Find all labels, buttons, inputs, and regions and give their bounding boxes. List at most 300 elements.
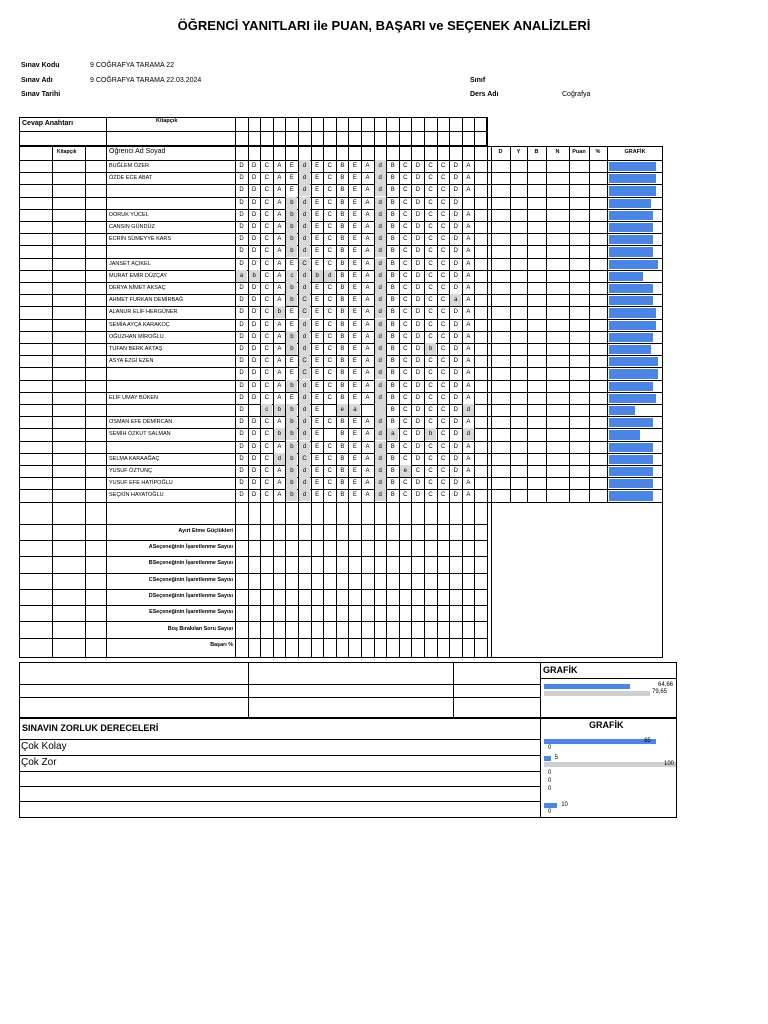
summary-bar-1 [544, 684, 630, 689]
answer-cell: B [390, 236, 395, 243]
answer-cell: A [466, 175, 471, 182]
answer-cell: d [299, 270, 310, 282]
analysis-label: Boş Bırakılan Soru Sayısı [167, 625, 233, 632]
answer-cell: E [315, 407, 320, 413]
answer-cell: C [428, 443, 433, 450]
answer-cell: B [340, 382, 345, 389]
answer-cell: d [375, 197, 386, 209]
answer-cell: C [440, 211, 446, 218]
answer-cell: C [264, 394, 269, 401]
answer-cell: C [327, 455, 332, 462]
answer-cell: E [315, 468, 320, 474]
answer-cell: A [277, 346, 282, 352]
answer-cell: D [251, 358, 257, 365]
answer-cell: d [463, 404, 474, 416]
student-name: ÖZDE ECE ABAT [109, 175, 153, 182]
answer-cell: C [264, 297, 269, 304]
score-bar [609, 357, 658, 366]
answer-cell: A [277, 358, 282, 365]
answer-cell: B [390, 248, 395, 255]
grid-line [540, 718, 541, 818]
answer-cell: b [286, 233, 297, 245]
booklet-label: Kitapçık [156, 118, 178, 124]
answer-cell: D [239, 285, 244, 291]
answer-cell: D [239, 199, 244, 206]
grid-line [474, 117, 475, 658]
answer-cell: E [352, 211, 357, 218]
answer-cell: D [251, 480, 257, 487]
answer-cell: B [390, 309, 395, 316]
answer-cell: C [264, 248, 269, 255]
score-bar [609, 247, 653, 256]
answer-cell: A [277, 211, 282, 218]
answer-cell: E [352, 431, 357, 438]
answer-cell: C [428, 309, 433, 316]
answer-cell: d [299, 172, 310, 184]
answer-cell: a [387, 428, 398, 440]
answer-cell: b [274, 404, 285, 416]
answer-cell: B [390, 163, 395, 169]
answer-cell: b [286, 416, 297, 428]
answer-cell: B [390, 419, 395, 426]
answer-cell: E [289, 260, 294, 267]
answer-cell: A [365, 468, 370, 474]
answer-cell: C [403, 272, 408, 279]
answer-cell: D [251, 285, 257, 291]
answer-cell: A [365, 260, 370, 267]
answer-cell: E [315, 492, 320, 499]
answer-cell: D [251, 236, 257, 243]
answer-cell: D [251, 382, 257, 389]
grid-line [19, 755, 540, 756]
answer-cell: c [286, 270, 297, 282]
answer-cell: A [277, 492, 282, 499]
answer-cell: A [277, 260, 282, 267]
answer-cell: E [315, 224, 320, 230]
answer-cell: A [365, 358, 370, 365]
grid-line [19, 131, 487, 132]
answer-cell: d [375, 209, 386, 221]
answer-cell: C [327, 187, 332, 194]
answer-cell: B [390, 358, 395, 365]
answer-cell: D [251, 455, 257, 462]
difficulty-bar-value: 10 [561, 802, 568, 808]
answer-cell: C [403, 480, 408, 487]
grid-line [540, 662, 541, 718]
summary-bar-1-value: 64,66 [658, 682, 674, 688]
answer-cell [362, 404, 373, 416]
answer-cell: D [251, 260, 257, 267]
answer-cell: d [375, 258, 386, 270]
answer-cell: d [375, 380, 386, 392]
answer-cell: A [466, 272, 471, 279]
answer-cell: D [453, 370, 458, 377]
analysis-label: ASeçeneğinin İşaretlenme Sayısı [148, 544, 233, 551]
answer-cell: d [375, 428, 386, 440]
answer-cell: D [239, 175, 244, 182]
answer-cell: d [375, 343, 386, 355]
answer-cell: D [453, 358, 458, 365]
answer-cell: A [466, 382, 471, 389]
answer-cell: B [390, 211, 395, 218]
answer-cell: d [299, 331, 310, 343]
answer-cell: B [390, 297, 395, 304]
answer-cell: b [286, 221, 297, 233]
answer-cell: A [277, 224, 282, 230]
answer-cell: E [352, 163, 357, 169]
answer-cell: B [340, 224, 345, 230]
answer-cell: A [365, 455, 370, 462]
answer-cell: b [286, 404, 297, 416]
answer-cell: C [440, 175, 446, 182]
answer-cell: D [415, 211, 421, 218]
score-bar [609, 162, 656, 171]
answer-cell: D [251, 297, 257, 304]
answer-cell: D [453, 419, 458, 426]
score-bar [609, 186, 656, 195]
grid-line [19, 786, 540, 787]
answer-cell: D [251, 199, 257, 206]
answer-cell: A [466, 419, 471, 426]
answer-cell: D [251, 321, 257, 328]
answer-cell: D [453, 492, 458, 499]
stat-header: Puan [572, 149, 586, 155]
answer-cell: D [453, 321, 458, 328]
grid-line [487, 117, 488, 658]
analysis-label: Ayırt Etme Güçlükleri [178, 527, 233, 534]
answer-cell: C [428, 370, 433, 377]
answer-cell: D [239, 321, 244, 328]
answer-cell: b [286, 465, 297, 477]
grid-line [19, 771, 540, 772]
score-bar [609, 174, 656, 183]
answer-cell: C [327, 224, 332, 230]
answer-cell: C [327, 333, 332, 340]
answer-cell: D [453, 175, 458, 182]
grid-line [19, 801, 540, 802]
answer-cell: d [375, 367, 386, 379]
summary-frame [19, 662, 677, 718]
grid-line [540, 678, 677, 679]
answer-cell: D [453, 346, 458, 352]
answer-cell: D [239, 419, 244, 426]
student-name: YUSUF ÖZTUNÇ [109, 468, 153, 474]
answer-cell: E [352, 394, 357, 401]
stat-header: GRAFİK [624, 149, 646, 155]
grid-line [19, 684, 540, 685]
answer-cell: E [315, 455, 320, 462]
answer-cell: D [415, 358, 421, 365]
answer-cell: E [352, 468, 357, 474]
answer-cell: D [415, 187, 421, 194]
answer-cell: C [440, 260, 446, 267]
answer-cell: B [390, 394, 395, 401]
answer-cell: B [390, 492, 395, 499]
answer-cell: C [428, 407, 433, 413]
answer-cell [463, 197, 474, 209]
answer-cell: C [327, 163, 332, 169]
answer-cell: d [375, 221, 386, 233]
answer-cell: A [277, 248, 282, 255]
answer-cell: A [277, 443, 282, 450]
answer-cell: D [453, 272, 458, 279]
answer-cell: a [349, 404, 360, 416]
answer-cell: E [315, 175, 320, 182]
score-bar [609, 418, 653, 427]
answer-cell: C [440, 419, 446, 426]
answer-cell: E [315, 163, 320, 169]
score-bar [609, 296, 653, 305]
answer-cell: b [286, 441, 297, 453]
answer-cell: A [466, 394, 471, 401]
answer-cell: A [365, 211, 370, 218]
summary-bar-2-value: 79,65 [652, 689, 668, 695]
answer-cell: d [375, 172, 386, 184]
answer-cell: d [375, 355, 386, 367]
answer-cell: E [352, 297, 357, 304]
answer-cell: d [324, 270, 335, 282]
answer-cell: C [264, 211, 269, 218]
answer-cell: D [251, 211, 257, 218]
answer-cell: C [403, 346, 408, 352]
answer-cell: A [466, 443, 471, 450]
answer-cell: A [466, 358, 471, 365]
answer-cell: E [315, 370, 320, 377]
answer-cell: E [352, 272, 357, 279]
answer-cell: B [390, 455, 395, 462]
answer-cell: d [274, 453, 285, 465]
answer-cell: C [440, 382, 446, 389]
answer-cell: C [264, 346, 269, 352]
score-bar [609, 235, 653, 244]
answer-cell: A [365, 382, 370, 389]
answer-cell: D [239, 248, 244, 255]
answer-cell: E [352, 419, 357, 426]
answer-cell: B [340, 236, 345, 243]
answer-cell: C [327, 358, 332, 365]
answer-cell: C [403, 211, 408, 218]
answer-cell: d [299, 160, 310, 172]
grid-line [19, 502, 663, 503]
answer-cell: A [365, 443, 370, 450]
answer-cell: D [251, 419, 257, 426]
answer-cell: C [403, 358, 408, 365]
analysis-label: CSeçeneğinin İşaretlenme Sayısı [148, 576, 233, 583]
answer-cell: C [428, 285, 433, 291]
answer-cell: E [289, 187, 294, 194]
answer-cell: C [428, 187, 433, 194]
answer-cell: E [352, 224, 357, 230]
answer-cell: E [315, 236, 320, 243]
answer-cell: C [440, 297, 446, 304]
difficulty-label: Çok Zor [21, 757, 57, 768]
answer-cell: d [299, 441, 310, 453]
answer-cell: D [415, 272, 421, 279]
answer-cell: D [415, 492, 421, 499]
answer-cell: D [239, 431, 244, 438]
answer-cell: A [365, 321, 370, 328]
answer-cell: D [453, 443, 458, 450]
answer-cell: B [340, 346, 345, 352]
answer-cell: A [277, 297, 282, 304]
answer-cell [324, 428, 335, 440]
difficulty-bar-value: 0 [548, 770, 552, 776]
answer-cell: E [352, 260, 357, 267]
student-name: MURAT EMİR DÜZÇAY [109, 272, 168, 279]
answer-cell: C [264, 163, 269, 169]
answer-cell: D [239, 236, 244, 243]
stat-header: B [534, 149, 539, 155]
answer-cell: D [239, 309, 244, 316]
answer-cell: C [327, 321, 332, 328]
student-name-header: Öğrenci Ad Soyad [109, 148, 166, 155]
answer-cell: C [403, 236, 408, 243]
answer-cell: C [440, 468, 446, 474]
answer-cell: C [403, 187, 408, 194]
grid-line [52, 146, 53, 658]
grid-line [19, 589, 487, 590]
difficulty-label: Çok Kolay [21, 741, 67, 752]
answer-cell: C [440, 199, 446, 206]
difficulty-frame [19, 718, 677, 818]
answer-cell: C [403, 455, 408, 462]
answer-cell: E [315, 394, 320, 401]
grid-line [248, 662, 249, 718]
answer-cell: E [315, 309, 320, 316]
grid-line [453, 662, 454, 718]
answer-cell: C [327, 236, 332, 243]
answer-cell: D [251, 175, 257, 182]
answer-cell: E [352, 199, 357, 206]
score-bar [609, 479, 653, 488]
student-name: SEÇKİN HAYATOĞLU [109, 492, 164, 499]
student-name: SELMA KARAAĞAÇ [109, 455, 160, 462]
answer-cell: C [403, 163, 408, 169]
answer-cell: d [299, 465, 310, 477]
answer-cell: C [428, 358, 433, 365]
answer-cell: A [365, 224, 370, 230]
answer-cell: E [315, 199, 320, 206]
answer-cell: C [440, 333, 446, 340]
answer-cell: C [403, 419, 408, 426]
answer-cell: B [390, 346, 395, 352]
score-bar [609, 284, 653, 293]
score-bar [609, 467, 653, 476]
answer-cell: E [352, 236, 357, 243]
answer-cell: d [375, 282, 386, 294]
answer-cell: D [251, 224, 257, 230]
answer-cell: C [403, 224, 408, 230]
exam-code-label: Sınav Kodu [21, 62, 60, 69]
grid-line [19, 524, 487, 525]
answer-cell: A [277, 285, 282, 291]
student-name: OĞUZHAN MİROĞLU [109, 333, 164, 340]
answer-cell: b [286, 282, 297, 294]
answer-cell: D [239, 480, 244, 487]
score-bar [609, 308, 656, 317]
answer-cell: D [239, 333, 244, 340]
answer-cell: C [440, 455, 446, 462]
answer-cell: B [390, 224, 395, 230]
answer-cell: D [453, 468, 458, 474]
answer-cell: A [277, 333, 282, 340]
score-bar [609, 260, 658, 269]
difficulty-bar-value: 0 [548, 809, 552, 815]
score-bar [609, 211, 653, 220]
answer-cell: D [453, 394, 458, 401]
answer-cell: E [315, 382, 320, 389]
answer-cell: C [428, 211, 433, 218]
grid-line [607, 146, 608, 502]
grid-line [510, 146, 511, 502]
difficulty-bar [544, 762, 676, 767]
answer-cell: E [352, 309, 357, 316]
answer-cell: D [415, 370, 421, 377]
answer-cell: D [415, 394, 421, 401]
answer-cell: A [365, 480, 370, 487]
answer-cell: C [440, 321, 446, 328]
grid-line [527, 146, 528, 502]
difficulty-bar-value: 85 [644, 738, 651, 744]
answer-cell: C [428, 455, 433, 462]
answer-cell: B [390, 443, 395, 450]
answer-cell: b [425, 343, 436, 355]
answer-cell: E [352, 358, 357, 365]
answer-cell: E [352, 285, 357, 291]
difficulty-bar [544, 803, 557, 808]
answer-cell: C [440, 272, 446, 279]
stat-header: % [595, 149, 601, 155]
answer-cell: C [264, 468, 269, 474]
answer-cell: d [299, 477, 310, 489]
answer-cell: A [466, 211, 471, 218]
answer-cell: B [340, 480, 345, 487]
score-bar [609, 491, 653, 500]
answer-cell: C [327, 370, 332, 377]
answer-cell: C [264, 370, 269, 377]
answer-cell: D [415, 236, 421, 243]
answer-cell: A [466, 163, 471, 169]
student-name: ASYA EZGİ EZEN [109, 358, 154, 365]
stat-header: N [555, 149, 560, 155]
answer-cell: C [327, 419, 332, 426]
analysis-label: ESeçeneğinin İşaretlenme Sayısı [149, 609, 233, 616]
answer-cell: A [466, 224, 471, 230]
answer-cell: C [440, 370, 446, 377]
difficulty-bar [544, 756, 551, 761]
answer-cell: C [440, 492, 446, 499]
answer-cell: C [428, 163, 433, 169]
answer-cell: C [403, 309, 408, 316]
answer-cell: B [390, 468, 395, 474]
answer-cell: d [299, 245, 310, 257]
answer-cell: C [440, 285, 446, 291]
answer-cell: d [299, 282, 310, 294]
answer-cell: D [453, 407, 458, 413]
answer-cell: C [403, 297, 408, 304]
answer-cell: D [239, 260, 244, 267]
answer-cell: A [466, 346, 471, 352]
answer-cell: A [466, 492, 471, 499]
answer-cell: C [428, 236, 433, 243]
answer-cell: D [415, 480, 421, 487]
answer-cell: E [352, 492, 357, 499]
score-bar [609, 223, 653, 232]
answer-cell: d [375, 465, 386, 477]
answer-cell: A [277, 321, 282, 328]
answer-cell: C [264, 321, 269, 328]
answer-cell: C [327, 260, 332, 267]
